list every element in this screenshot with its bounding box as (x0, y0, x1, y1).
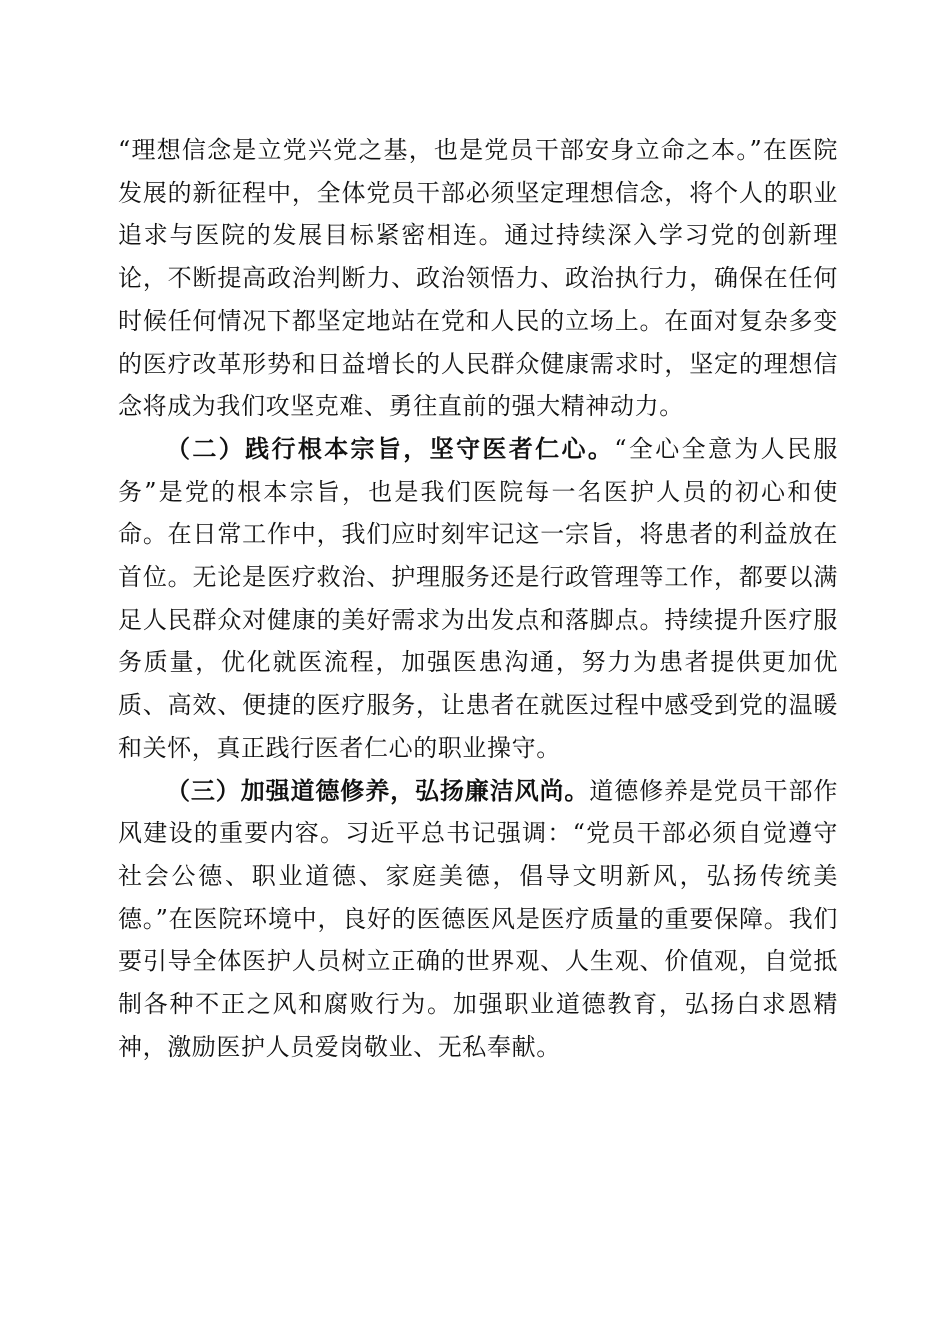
paragraph-text: “全心全意为人民服务”是党的根本宗旨，也是我们医院每一名医护人员的初心和使命。在日常工作中，我们应时刻牢记这一宗旨，将患者的利益放在首位。无论是医疗救治、护理服务还是行政管理等工作，都要以满足人民群众对健康的美好需求为出发点和落脚点。持续提升医疗服务质量，优化就医流程，加强医患沟通，努力为患者提供更加优质、高效、便捷的医疗服务，让患者在就医过程中感受到党的温暖和关怀，真正践行医者仁心的职业操守。 (118, 434, 839, 762)
paragraph-purpose (118, 428, 838, 770)
document-page (118, 129, 838, 1068)
section-heading: （二）践行根本宗旨，坚守医者仁心。 (166, 434, 615, 463)
section-heading: （三）加强道德修养，弘扬廉洁风尚。 (166, 776, 590, 805)
paragraph-ideals (118, 129, 838, 428)
paragraph-text: 道德修养是党员干部作风建设的重要内容。习近平总书记强调：“党员干部必须自觉遵守社会公德、职业道德、家庭美德，倡导文明新风，弘扬传统美德。”在医院环境中，良好的医德医风是医疗质量的重要保障。我们要引导全体医护人员树立正确的世界观、人生观、价值观，自觉抵制各种不正之风和腐败行为。加强职业道德教育，弘扬白求恩精神，激励医护人员爱岗敬业、无私奉献。 (118, 776, 838, 1061)
paragraph-text: “理想信念是立党兴党之基，也是党员干部安身立命之本。”在医院发展的新征程中，全体党员干部必须坚定理想信念，将个人的职业追求与医院的发展目标紧密相连。通过持续深入学习党的创新理论，不断提高政治判断力、政治领悟力、政治执行力，确保在任何时候任何情况下都坚定地站在党和人民的立场上。在面对复杂多变的医疗改革形势和日益增长的人民群众健康需求时，坚定的理想信念将成为我们攻坚克难、勇往直前的强大精神动力。 (118, 136, 838, 421)
paragraph-morality (118, 770, 838, 1069)
